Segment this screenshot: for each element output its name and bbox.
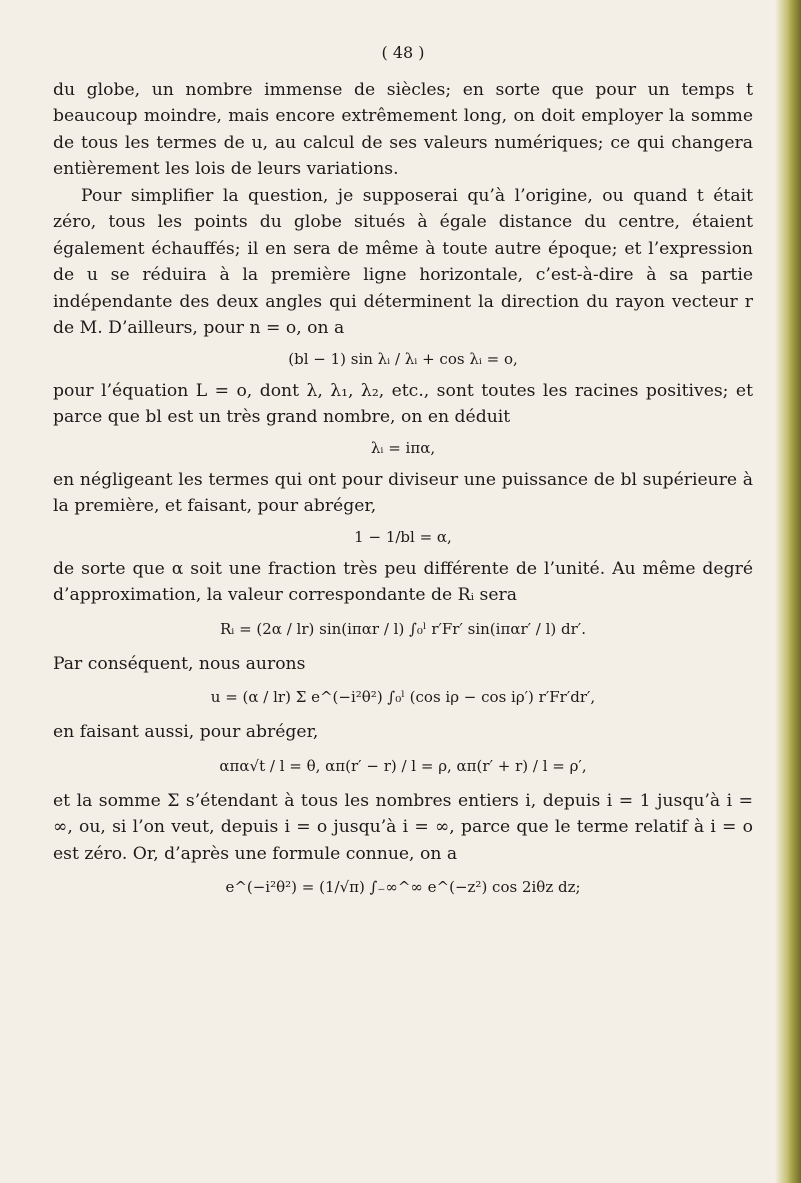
equation-3: 1 − 1/bl = α, [354, 527, 452, 546]
paragraph-6: Par conséquent, nous aurons [53, 653, 306, 674]
paragraph-1: du globe, un nombre immense de siècles; en sorte que pour un temps t beaucoup moindre, mais encore extrêmement long, on doit employer la somme de tous les termes de u, au calcul de ses valeurs numériques; ce qui changera entièrement les lois de leurs variations. [53, 79, 753, 179]
equation-6: απα√t / l = θ, απ(r′ − r) / l = ρ, απ(r′ + r) / l = ρ′, [219, 756, 587, 775]
document-page [53, 40, 753, 909]
paragraph-3: pour l’équation L = o, dont λ, λ₁, λ₂, etc., sont toutes les racines positives; et parce que bl est un très grand nombre, on en déduit [53, 380, 753, 427]
paragraph-4: en négligeant les termes qui ont pour diviseur une puissance de bl supérieure à la première, et faisant, pour abréger, [53, 469, 753, 516]
paragraph-2: Pour simplifier la question, je supposerai qu’à l’origine, ou quand t était zéro, tous les points du globe situés à égale distance du centre, étaient également échauffés; il en sera de même à toute autre époque; et l’expression de u se réduira à la première ligne horizontale, c’est-à-dire à sa partie indépendante des deux angles qui déterminent la direction du rayon vecteur r de M. D’ailleurs, pour n = o, on a [53, 185, 753, 338]
page-number: ( 48 ) [381, 43, 425, 62]
paragraph-8: et la somme Σ s’étendant à tous les nombres entiers i, depuis i = 1 jusqu’à i = ∞, ou, si l’on veut, depuis i = o jusqu’à i = ∞, parce que le terme relatif à i = o est zéro. Or, d’après une formule connue, on a [53, 790, 753, 864]
page-edge-shadow [775, 0, 801, 1183]
equation-2: λᵢ = iπα, [370, 438, 436, 457]
equation-4: Rᵢ = (2α / lr) sin(iπαr / l) ∫₀ˡ r′Fr′ sin(iπαr′ / l) dr′. [220, 619, 586, 638]
paragraph-5: de sorte que α soit une fraction très peu différente de l’unité. Au même degré d’approximation, la valeur correspondante de Rᵢ sera [53, 558, 753, 605]
equation-1: (bl − 1) sin λᵢ / λᵢ + cos λᵢ = o, [288, 349, 518, 368]
equation-7: e^(−i²θ²) = (1/√π) ∫₋∞^∞ e^(−z²) cos 2iθz dz; [225, 878, 581, 896]
equation-5: u = (α / lr) Σ e^(−i²θ²) ∫₀ˡ (cos iρ − cos iρ′) r′Fr′dr′, [210, 688, 596, 706]
paragraph-7: en faisant aussi, pour abréger, [53, 722, 319, 742]
